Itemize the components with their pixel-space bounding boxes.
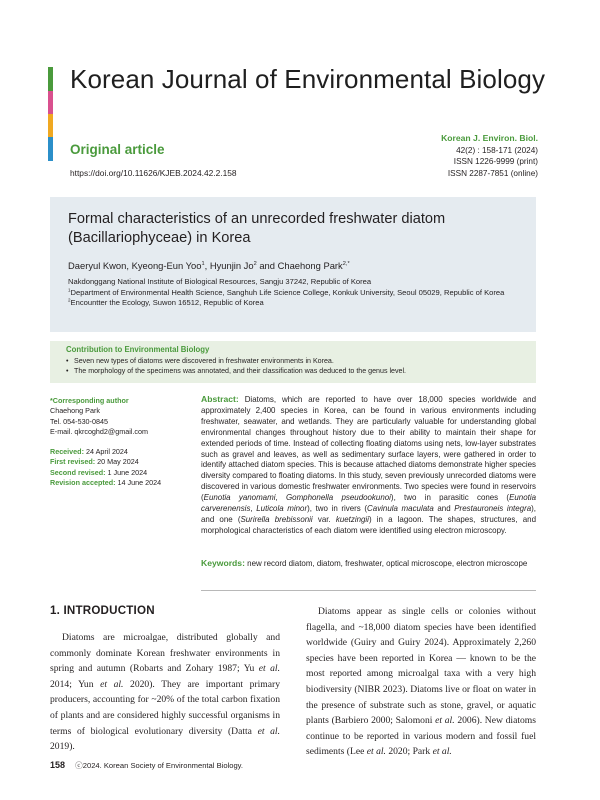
- abstract-text: and: [433, 504, 455, 514]
- date-value: 20 May 2024: [97, 457, 139, 467]
- journal-abbrev: Korean J. Environ. Biol.: [441, 133, 538, 143]
- corresponding-author-name: Chaehong Park: [50, 406, 100, 416]
- abstract-label: Abstract:: [201, 394, 239, 404]
- author-name: Kyeong-Eun Yoo: [131, 260, 202, 271]
- author-affil-mark: 2,*: [342, 260, 350, 267]
- affiliation-item: [68, 298, 518, 309]
- abstract-text: ) in a lagoon. The shapes, structures, and morphological characteristics of each diatom were identified using electron microscopy.: [201, 514, 537, 535]
- contribution-item: • The morphology of the specimens was annotated, and their classification was deduced to the genus level.: [66, 366, 522, 376]
- et-al: et al.: [257, 725, 280, 737]
- page-number: 158: [50, 760, 66, 770]
- species-name: Luticola minor: [256, 504, 308, 514]
- author-separator: and: [256, 260, 278, 271]
- date-label: Revision accepted:: [50, 478, 116, 488]
- color-bar-blue: [48, 137, 53, 161]
- volume-pages: 42(2) : 158-171 (2024): [456, 145, 538, 155]
- affiliation-list: [68, 277, 518, 309]
- author-separator: ,: [126, 260, 132, 271]
- paragraph-text: Diatoms are microalgae, distributed globally and commonly dominate Korean freshwater environments in spring and autumn (Robarts and Zohary 1987; Yu: [50, 632, 280, 675]
- species-name: Eunotia carverenensis: [201, 493, 537, 514]
- author-separator: ,: [204, 260, 210, 271]
- date-label: First revised:: [50, 457, 96, 467]
- issn-print: ISSN 1226-9999 (print): [453, 157, 538, 166]
- et-al: et al.: [100, 678, 124, 690]
- species-name: Eunotia yanomami: [203, 493, 276, 503]
- abstract-text: ), two in parasitic cones (: [390, 493, 510, 503]
- affiliation-item: [68, 288, 518, 299]
- contribution-box: [50, 341, 536, 383]
- journal-title: Korean Journal of Environmental Biology: [70, 64, 546, 94]
- corresponding-author-tel: Tel. 054-530-0845: [50, 416, 108, 426]
- affiliation-item: [68, 277, 518, 288]
- author-affil-mark: 2: [253, 260, 257, 267]
- date-second-revised: [50, 468, 185, 478]
- date-received: [50, 447, 185, 457]
- copyright-notice: ⓒ2024. Korean Society of Environmental Biology.: [75, 761, 244, 770]
- abstract-text: ), two in rivers (: [307, 504, 368, 514]
- et-al: et al.: [432, 746, 452, 758]
- abstract-text: ), and one (: [201, 504, 536, 524]
- affiliation-mark: 2: [68, 297, 71, 303]
- date-value: 14 June 2024: [117, 478, 162, 488]
- date-label: Received:: [50, 447, 84, 457]
- keywords-text: new record diatom, diatom, freshwater, optical microscope, electron microscope: [247, 559, 528, 568]
- contribution-list: [66, 356, 522, 376]
- article-title-line-2: (Bacillariophyceae) in Korea: [68, 230, 251, 246]
- doi-link[interactable]: https://doi.org/10.11626/KJEB.2024.42.2.158: [70, 168, 237, 178]
- date-revision-accepted: [50, 478, 185, 488]
- keywords-label: Keywords:: [201, 558, 245, 568]
- species-name: Surirella brebissonii: [240, 514, 313, 524]
- paragraph-text: 2019).: [50, 741, 75, 753]
- paragraph-text: 2014; Yun: [50, 678, 101, 690]
- date-value: 24 April 2024: [85, 447, 128, 457]
- sidebar-info: [50, 396, 185, 488]
- keywords: [201, 558, 536, 570]
- citation-block: [441, 133, 538, 179]
- body-column-left: [50, 604, 280, 755]
- corresponding-author-heading: *Corresponding author: [50, 396, 129, 405]
- date-label: Second revised:: [50, 467, 106, 477]
- affiliation-mark: 1: [68, 287, 71, 293]
- body-paragraph: [50, 630, 280, 755]
- author-affil-mark: 1: [201, 260, 205, 267]
- author-name: Daeryul Kwon: [68, 260, 127, 271]
- article-type: Original article: [70, 142, 165, 157]
- et-al: et al.: [435, 715, 455, 727]
- contribution-item: • Seven new types of diatoms were discovered in freshwater environments in Korea.: [66, 356, 522, 366]
- article-title-line-1: Formal characteristics of an unrecorded freshwater diatom: [68, 211, 446, 227]
- species-name: Cavinula maculata: [367, 504, 434, 514]
- date-first-revised: [50, 457, 185, 467]
- author-name: Chaehong Park: [277, 260, 343, 271]
- color-bar-orange: [48, 114, 53, 137]
- species-name: kuetzingii: [335, 514, 369, 524]
- affiliation-text: Department of Environmental Health Science, Sanghuh Life Science College, Konkuk University, Seoul 05029, Republic of Korea: [70, 287, 505, 297]
- date-value: 1 June 2024: [107, 467, 148, 477]
- journal-color-bar: [48, 67, 53, 161]
- author-name: Hyunjin Jo: [209, 260, 254, 271]
- affiliation-text: Encountter the Ecology, Suwon 16512, Republic of Korea: [70, 298, 264, 308]
- et-al: et al.: [258, 663, 280, 675]
- paragraph-text: 2006). New diatoms continue to be reported in various modern and fossil fuel sediments (Lee: [306, 715, 537, 758]
- corresponding-author-email[interactable]: E-mail. qkrcoghd2@gmail.com: [50, 426, 148, 436]
- abstract: Abstract: Diatoms, which are reported to have over 18,000 species worldwide and approximately 2,400 species in Korea, can be found in various environments including freshwater, seawater, and wetlands. They are particularly valuable for understanding global environmental changes throughout history due to their ability to maintain their shape for extended periods of time. Instead of collecting floating diatoms using nets, low-layer substrates such as gravel and leaves, as well as sedimentary surface layers, were gathered in order to identify attached diatom species. This is because attached diatoms demonstrate higher species diversity compared to floating diatoms. In this study, seven previously unrecorded diatoms were discovered in various domestic freshwater environments. Two species were found in reservoirs (Eunotia yanomami, Gomphonella pseudookunoi), two in parasitic cones (Eunotia carverenensis, Luticola minor), two in rivers (Cavinula maculata and Prestauroneis integra), and one (Surirella brebissonii var. kuetzingii) in a lagoon. The shapes, structures, and morphological characteristics of each diatom were identified using electron microscopy.: [201, 394, 537, 535]
- paragraph-text: 2020; Park: [385, 746, 433, 758]
- paragraph-text: Diatoms appear as single cells or colonies without flagella, and ~18,000 diatom species have been identified worldwide (Guiry and Guiry 2024). Approximately 2,260 species have been reported in Korea — known to be the most reported among microalgal taxa with a very high biodiversity (NIBR 2023). Diatoms live or float on water in the presence of substrate such as stone, gravel, or aquatic plants (Barbiero 2000; Salomoni: [306, 606, 536, 727]
- paragraph-text: 2020). They are important primary producers, accounting for ~20% of the total carbon fixation of plants and are considered highly successful organisms in terms of biological evolutionary diversity (Datta: [50, 678, 280, 737]
- title-box: [50, 197, 536, 332]
- affiliation-text: Nakdonggang National Institute of Biological Resources, Sangju 37242, Republic of Korea: [68, 277, 372, 286]
- issn-online: ISSN 2287-7851 (online): [447, 168, 538, 178]
- color-bar-pink: [48, 91, 53, 114]
- abstract-text: var.: [312, 514, 336, 524]
- species-name: Prestauroneis integra: [454, 504, 532, 514]
- et-al: et al.: [366, 746, 386, 758]
- section-heading: 1. INTRODUCTION: [50, 604, 155, 617]
- contribution-heading: Contribution to Environmental Biology: [66, 345, 210, 354]
- body-column-right: [306, 604, 536, 760]
- color-bar-green: [48, 67, 53, 91]
- author-list: [68, 260, 518, 271]
- abstract-text: Diatoms, which are reported to have over 18,000 species worldwide and approximately 2,400 species in Korea, can be found in various environments including freshwater, seawater, and wetlands. They are particularly valuable for understanding global environmental changes throughout history due to their ability to maintain their shape for extended periods of time. Instead of collecting floating diatoms using nets, low-layer substrates such as gravel and leaves, as well as sedimentary surface layers, were gathered in order to identify attached diatom species. This is because attached diatoms demonstrate higher species diversity compared to floating diatoms. In this study, seven previously unrecorded diatoms were discovered in various domestic freshwater environments. Two species were found in reservoirs (: [201, 395, 536, 503]
- page-footer: [50, 760, 243, 771]
- species-name: Gomphonella pseudookunoi: [285, 493, 391, 503]
- keywords-divider: [201, 590, 536, 591]
- body-paragraph: [306, 604, 536, 760]
- article-title: [68, 210, 518, 248]
